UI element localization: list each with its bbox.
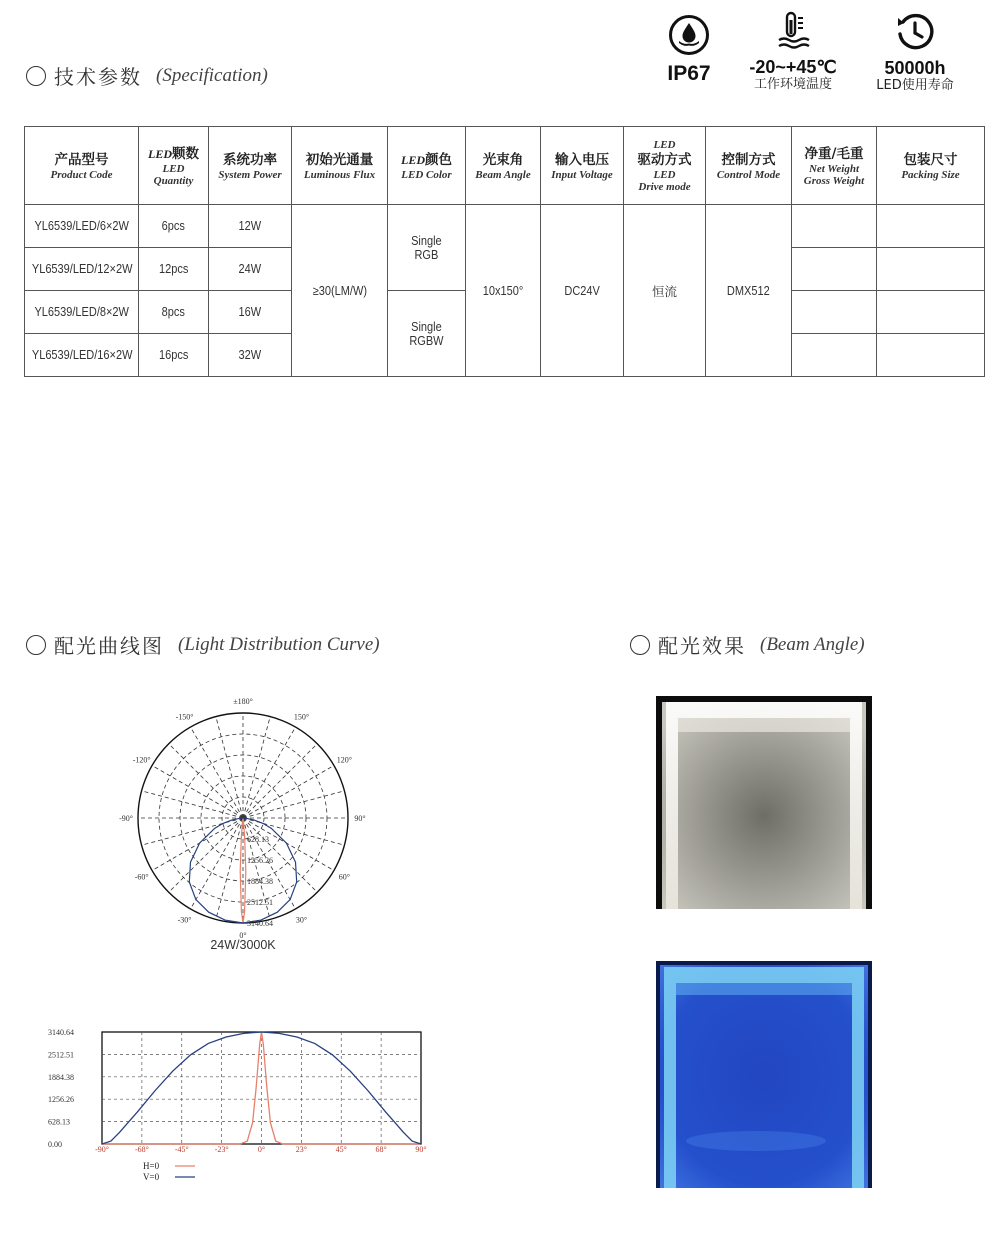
- polar-angle-label: -120°: [132, 755, 151, 765]
- chart-x-tick-label: 68°: [375, 1145, 387, 1154]
- cell-model: YL6539/LED/8×2W: [25, 291, 139, 334]
- ip-badge: [653, 14, 725, 84]
- cell-power: 12W: [209, 205, 292, 248]
- polar-angle-label: 0°: [239, 931, 247, 940]
- chart-x-tick-label: 90°: [415, 1145, 427, 1154]
- chart-y-tick-label: 1256.26: [48, 1095, 74, 1105]
- cell-packing: [877, 291, 985, 334]
- cell-power: 16W: [209, 291, 292, 334]
- header-control: 控制方式 Control Mode: [706, 127, 792, 205]
- chart-y-tick-label: 2512.51: [48, 1050, 74, 1060]
- polar-angle-label: 90°: [354, 814, 366, 823]
- cell-packing: [877, 205, 985, 248]
- header-beam: 光束角 Beam Angle: [466, 127, 541, 205]
- header-qty: LED颗数 LED Quantity: [139, 127, 209, 205]
- polar-angle-label: 60°: [338, 872, 350, 882]
- cell-model: YL6539/LED/16×2W: [25, 334, 139, 377]
- cell-beam: 10x150°: [466, 205, 541, 377]
- cell-flux: ≥30(LM/W): [292, 205, 388, 377]
- spec-title-en: (Specification): [156, 64, 268, 86]
- header-weight: 净重/毛重 Net Weight Gross Weight: [792, 127, 877, 205]
- header-model: 产品型号 Product Code: [25, 127, 139, 205]
- polar-spoke: [216, 818, 243, 919]
- cell-voltage: DC24V: [541, 205, 624, 377]
- polar-angle-label: 150°: [293, 712, 310, 722]
- polar-spoke: [243, 717, 270, 818]
- polar-radial-label: 3140.64: [247, 919, 273, 928]
- polar-spoke: [191, 727, 244, 818]
- polar-spoke: [152, 818, 243, 871]
- temperature-label: 工作环境温度: [753, 77, 832, 92]
- chart-y-tick-label: 0.00: [48, 1140, 62, 1149]
- header-voltage: 输入电压 Input Voltage: [541, 127, 624, 205]
- ip-rating-label: IP67: [667, 62, 711, 85]
- polar-spoke: [169, 744, 243, 818]
- polar-radial-label: 1256.26: [247, 856, 273, 865]
- lifespan-hours: 50000h: [884, 58, 946, 78]
- light-title-cn: 配光曲线图: [54, 634, 164, 658]
- polar-angle-label: -60°: [134, 872, 149, 882]
- cell-control: DMX512: [706, 205, 792, 377]
- beam-effect-blue: [656, 961, 872, 1188]
- circle-outline-icon: [26, 635, 46, 655]
- cell-color-rgbw: Single RGBW: [388, 291, 466, 377]
- polar-angle-label: -30°: [177, 915, 192, 925]
- cell-qty: 6pcs: [139, 205, 209, 248]
- table-header-row: [25, 127, 985, 205]
- cell-power: 32W: [209, 334, 292, 377]
- polar-spoke: [169, 818, 243, 892]
- temperature-range: -20~+45℃: [749, 57, 837, 77]
- polar-angle-label: ±180°: [233, 697, 253, 706]
- cell-weight: [792, 205, 877, 248]
- beam-title-cn: 配光效果: [658, 634, 746, 658]
- temperature-badge: [744, 10, 842, 93]
- beam-title-en: (Beam Angle): [760, 633, 865, 655]
- cell-weight: [792, 248, 877, 291]
- polar-spoke: [216, 717, 243, 818]
- polar-angle-label: -90°: [119, 814, 133, 823]
- chart-y-tick-label: 1884.38: [48, 1072, 74, 1082]
- polar-radial-label: 2512.51: [247, 898, 273, 907]
- light-section-title: [26, 630, 380, 659]
- cell-qty: 12pcs: [139, 248, 209, 291]
- cell-qty: 8pcs: [139, 291, 209, 334]
- table-row: [25, 205, 985, 248]
- polar-caption: 24W/3000K: [210, 938, 276, 952]
- chart-legend-label: V=0: [143, 1172, 160, 1182]
- polar-spoke: [243, 727, 296, 818]
- chart-x-tick-label: -68°: [134, 1145, 149, 1154]
- spec-section-title: [26, 61, 268, 90]
- cell-weight: [792, 334, 877, 377]
- beam-section-title: [630, 630, 865, 659]
- polar-diagram: [93, 692, 393, 942]
- cell-model: YL6539/LED/12×2W: [25, 248, 139, 291]
- polar-spoke: [152, 766, 243, 819]
- header-packing: 包装尺寸 Packing Size: [877, 127, 985, 205]
- polar-angle-label: 30°: [295, 915, 308, 925]
- polar-spoke: [142, 791, 243, 818]
- cell-color-rgb: Single RGB: [388, 205, 466, 291]
- chart-x-tick-label: -45°: [174, 1145, 189, 1154]
- chart-y-tick-label: 628.13: [48, 1117, 70, 1127]
- distribution-line-chart: [30, 1020, 450, 1190]
- polar-spoke: [243, 766, 334, 819]
- light-title-en: (Light Distribution Curve): [178, 633, 380, 655]
- cell-weight: [792, 291, 877, 334]
- polar-spoke: [191, 818, 244, 909]
- cell-packing: [877, 248, 985, 291]
- header-power: 系统功率 System Power: [209, 127, 292, 205]
- polar-spoke: [243, 791, 344, 818]
- beam-effect-white: [656, 696, 872, 909]
- polar-angle-label: -150°: [175, 712, 194, 722]
- water-drop-icon: [668, 14, 710, 56]
- header-color: LED颜色 LED Color: [388, 127, 466, 205]
- header-flux: 初始光通量 Luminous Flux: [292, 127, 388, 205]
- cell-model: YL6539/LED/6×2W: [25, 205, 139, 248]
- chart-x-tick-label: 0°: [257, 1145, 266, 1154]
- circle-outline-icon: [630, 635, 650, 655]
- chart-x-tick-label: 23°: [295, 1145, 307, 1154]
- chart-x-tick-label: -90°: [95, 1145, 109, 1154]
- cell-power: 24W: [209, 248, 292, 291]
- polar-radial-label: 628.13: [247, 835, 269, 844]
- chart-y-tick-label: 3140.64: [48, 1028, 74, 1037]
- polar-radial-label: 1884.38: [247, 877, 273, 886]
- spec-title-cn: 技术参数: [54, 65, 142, 89]
- cell-drive: 恒流: [624, 205, 706, 377]
- lifespan-badge: [866, 12, 964, 94]
- cell-qty: 16pcs: [139, 334, 209, 377]
- polar-angle-label: 120°: [336, 755, 352, 765]
- spec-table: [24, 126, 985, 377]
- header-drive: LED 驱动方式 LED Drive mode: [624, 127, 706, 205]
- circle-outline-icon: [26, 66, 46, 86]
- polar-spoke: [243, 744, 317, 818]
- chart-x-tick-label: 45°: [335, 1145, 347, 1154]
- lifespan-label: LED使用寿命: [876, 78, 954, 93]
- chart-legend-label: H=0: [143, 1161, 160, 1171]
- cell-packing: [877, 334, 985, 377]
- thermometer-icon: [776, 10, 810, 52]
- chart-x-tick-label: -23°: [214, 1145, 229, 1154]
- clock-history-icon: [895, 12, 935, 52]
